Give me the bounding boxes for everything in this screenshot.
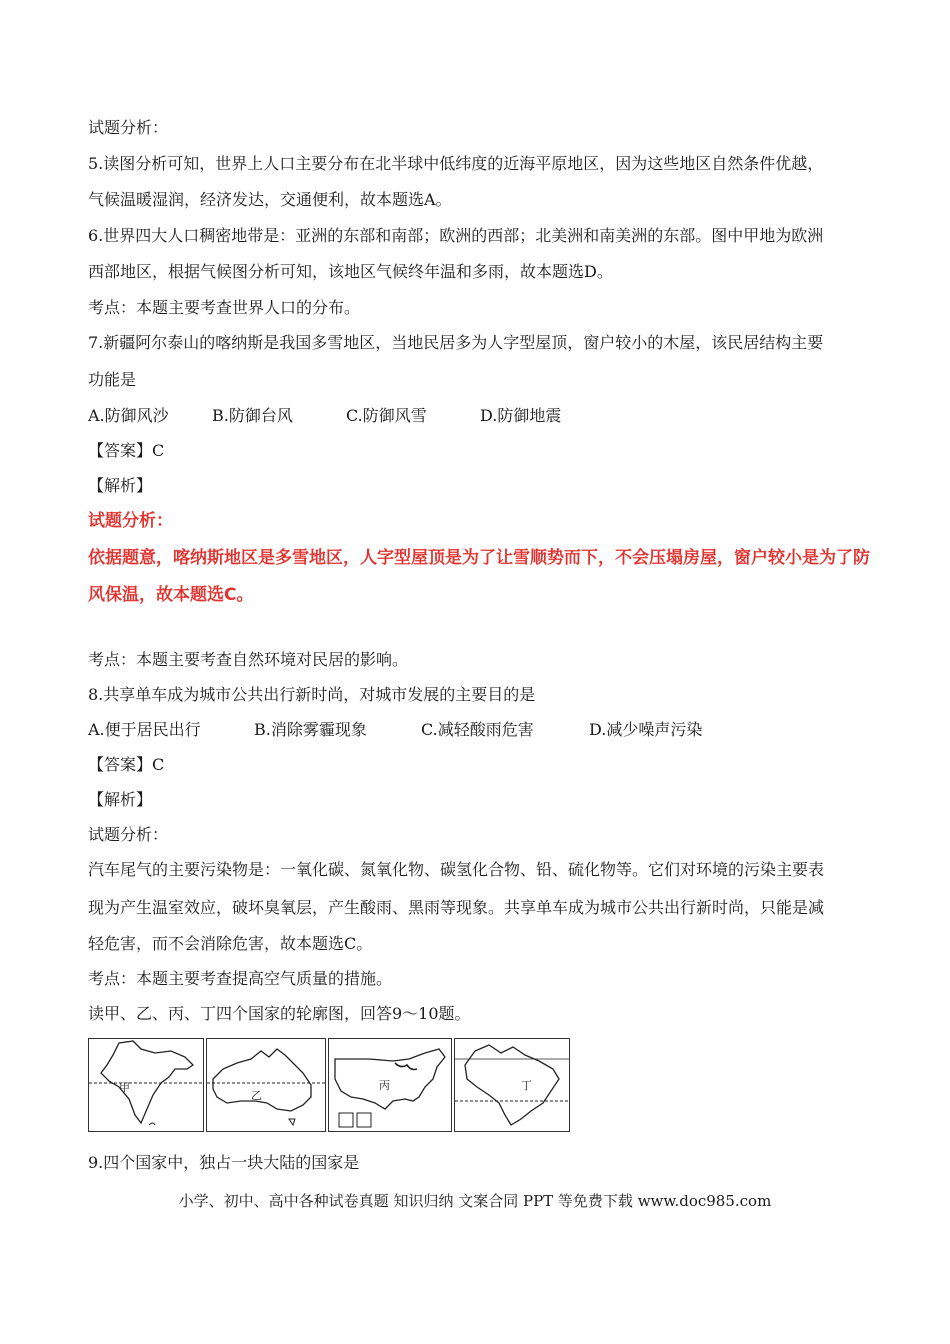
q8-option-d: D.减少噪声污染 — [589, 720, 703, 739]
kaodian-3: 考点：本题主要考查提高空气质量的措施。 — [88, 969, 393, 988]
q7-option-b: B.防御台风 — [212, 406, 293, 425]
map-yi — [206, 1038, 326, 1132]
map-bing — [328, 1038, 452, 1132]
q9-stem: 9.四个国家中，独占一块大陆的国家是 — [88, 1153, 360, 1172]
q8-analysis-line-2: 现为产生温室效应，破坏臭氧层，产生酸雨、黑雨等现象。共享单车成为城市公共出行新时尚，只能是减 — [88, 898, 825, 917]
q7-stem-line-1: 7.新疆阿尔泰山的喀纳斯是我国多雪地区，当地民居多为人字型屋顶，窗户较小的木屋，该民居结构主要 — [88, 333, 824, 352]
map-ding — [454, 1038, 570, 1132]
q8-option-a: A.便于居民出行 — [88, 720, 201, 739]
q7-option-a: A.防御风沙 — [88, 406, 169, 425]
country-outline-maps — [88, 1038, 570, 1134]
map-label-jia: 甲 — [119, 1081, 130, 1094]
q6-text-line-1: 6.世界四大人口稠密地带是：亚洲的东部和南部；欧洲的西部；北美洲和南美洲的东部。图中甲地为欧洲 — [88, 226, 824, 245]
brazil-outline-map — [455, 1039, 569, 1131]
australia-outline-map — [207, 1039, 325, 1131]
q8-analysis-line-1: 汽车尾气的主要污染物是：一氧化碳、氮氧化物、碳氢化合物、铅、硫化物等。它们对环境的污染主要表 — [88, 860, 825, 879]
q7-jiexi: 【解析】 — [88, 476, 153, 495]
q8-analysis-line-3: 轻危害，而不会消除危害，故本题选C。 — [88, 934, 373, 953]
q8-answer: 【答案】C — [88, 755, 165, 774]
q5-text-line-1: 5.读图分析可知，世界上人口主要分布在北半球中低纬度的近海平原地区，因为这些地区自然条件优越， — [88, 154, 824, 173]
map-label-bing: 丙 — [379, 1079, 390, 1092]
q8-stem: 8.共享单车成为城市公共出行新时尚，对城市发展的主要目的是 — [88, 685, 536, 704]
usa-outline-map — [329, 1039, 451, 1131]
q8-jiexi: 【解析】 — [88, 790, 153, 809]
q7-answer: 【答案】C — [88, 441, 165, 460]
kaodian-2: 考点：本题主要考查自然环境对民居的影响。 — [88, 650, 409, 669]
india-outline-map — [89, 1039, 203, 1131]
q6-text-line-2: 西部地区，根据气候图分析可知，该地区气候终年温和多雨，故本题选D。 — [88, 262, 613, 281]
page-footer: 小学、初中、高中各种试卷真题 知识归纳 文案合同 PPT 等免费下载 www.doc985.com — [178, 1192, 772, 1210]
q7-option-d: D.防御地震 — [480, 406, 562, 425]
q8-analysis-title: 试题分析： — [88, 825, 169, 844]
map-jia — [88, 1038, 204, 1132]
q7-analysis-title: 试题分析： — [88, 511, 173, 531]
q8-option-b: B.消除雾霾现象 — [254, 720, 367, 739]
map-label-ding: 丁 — [521, 1079, 532, 1092]
q7-stem-line-2: 功能是 — [88, 370, 137, 389]
q5-text-line-2: 气候温暖湿润，经济发达，交通便利，故本题选A。 — [88, 190, 452, 209]
q7-analysis-line-2: 风保温，故本题选C。 — [88, 585, 254, 605]
q8-option-c: C.减轻酸雨危害 — [421, 720, 534, 739]
kaodian-1: 考点：本题主要考查世界人口的分布。 — [88, 298, 361, 317]
q7-analysis-line-1: 依据题意，喀纳斯地区是多雪地区，人字型屋顶是为了让雪顺势而下，不会压塌房屋，窗户较小是为了防 — [88, 548, 870, 568]
map-label-yi: 乙 — [251, 1089, 262, 1102]
analysis-title: 试题分析： — [88, 118, 169, 137]
q9-10-intro: 读甲、乙、丙、丁四个国家的轮廓图，回答9～10题。 — [88, 1004, 471, 1023]
q7-option-c: C.防御风雪 — [346, 406, 427, 425]
